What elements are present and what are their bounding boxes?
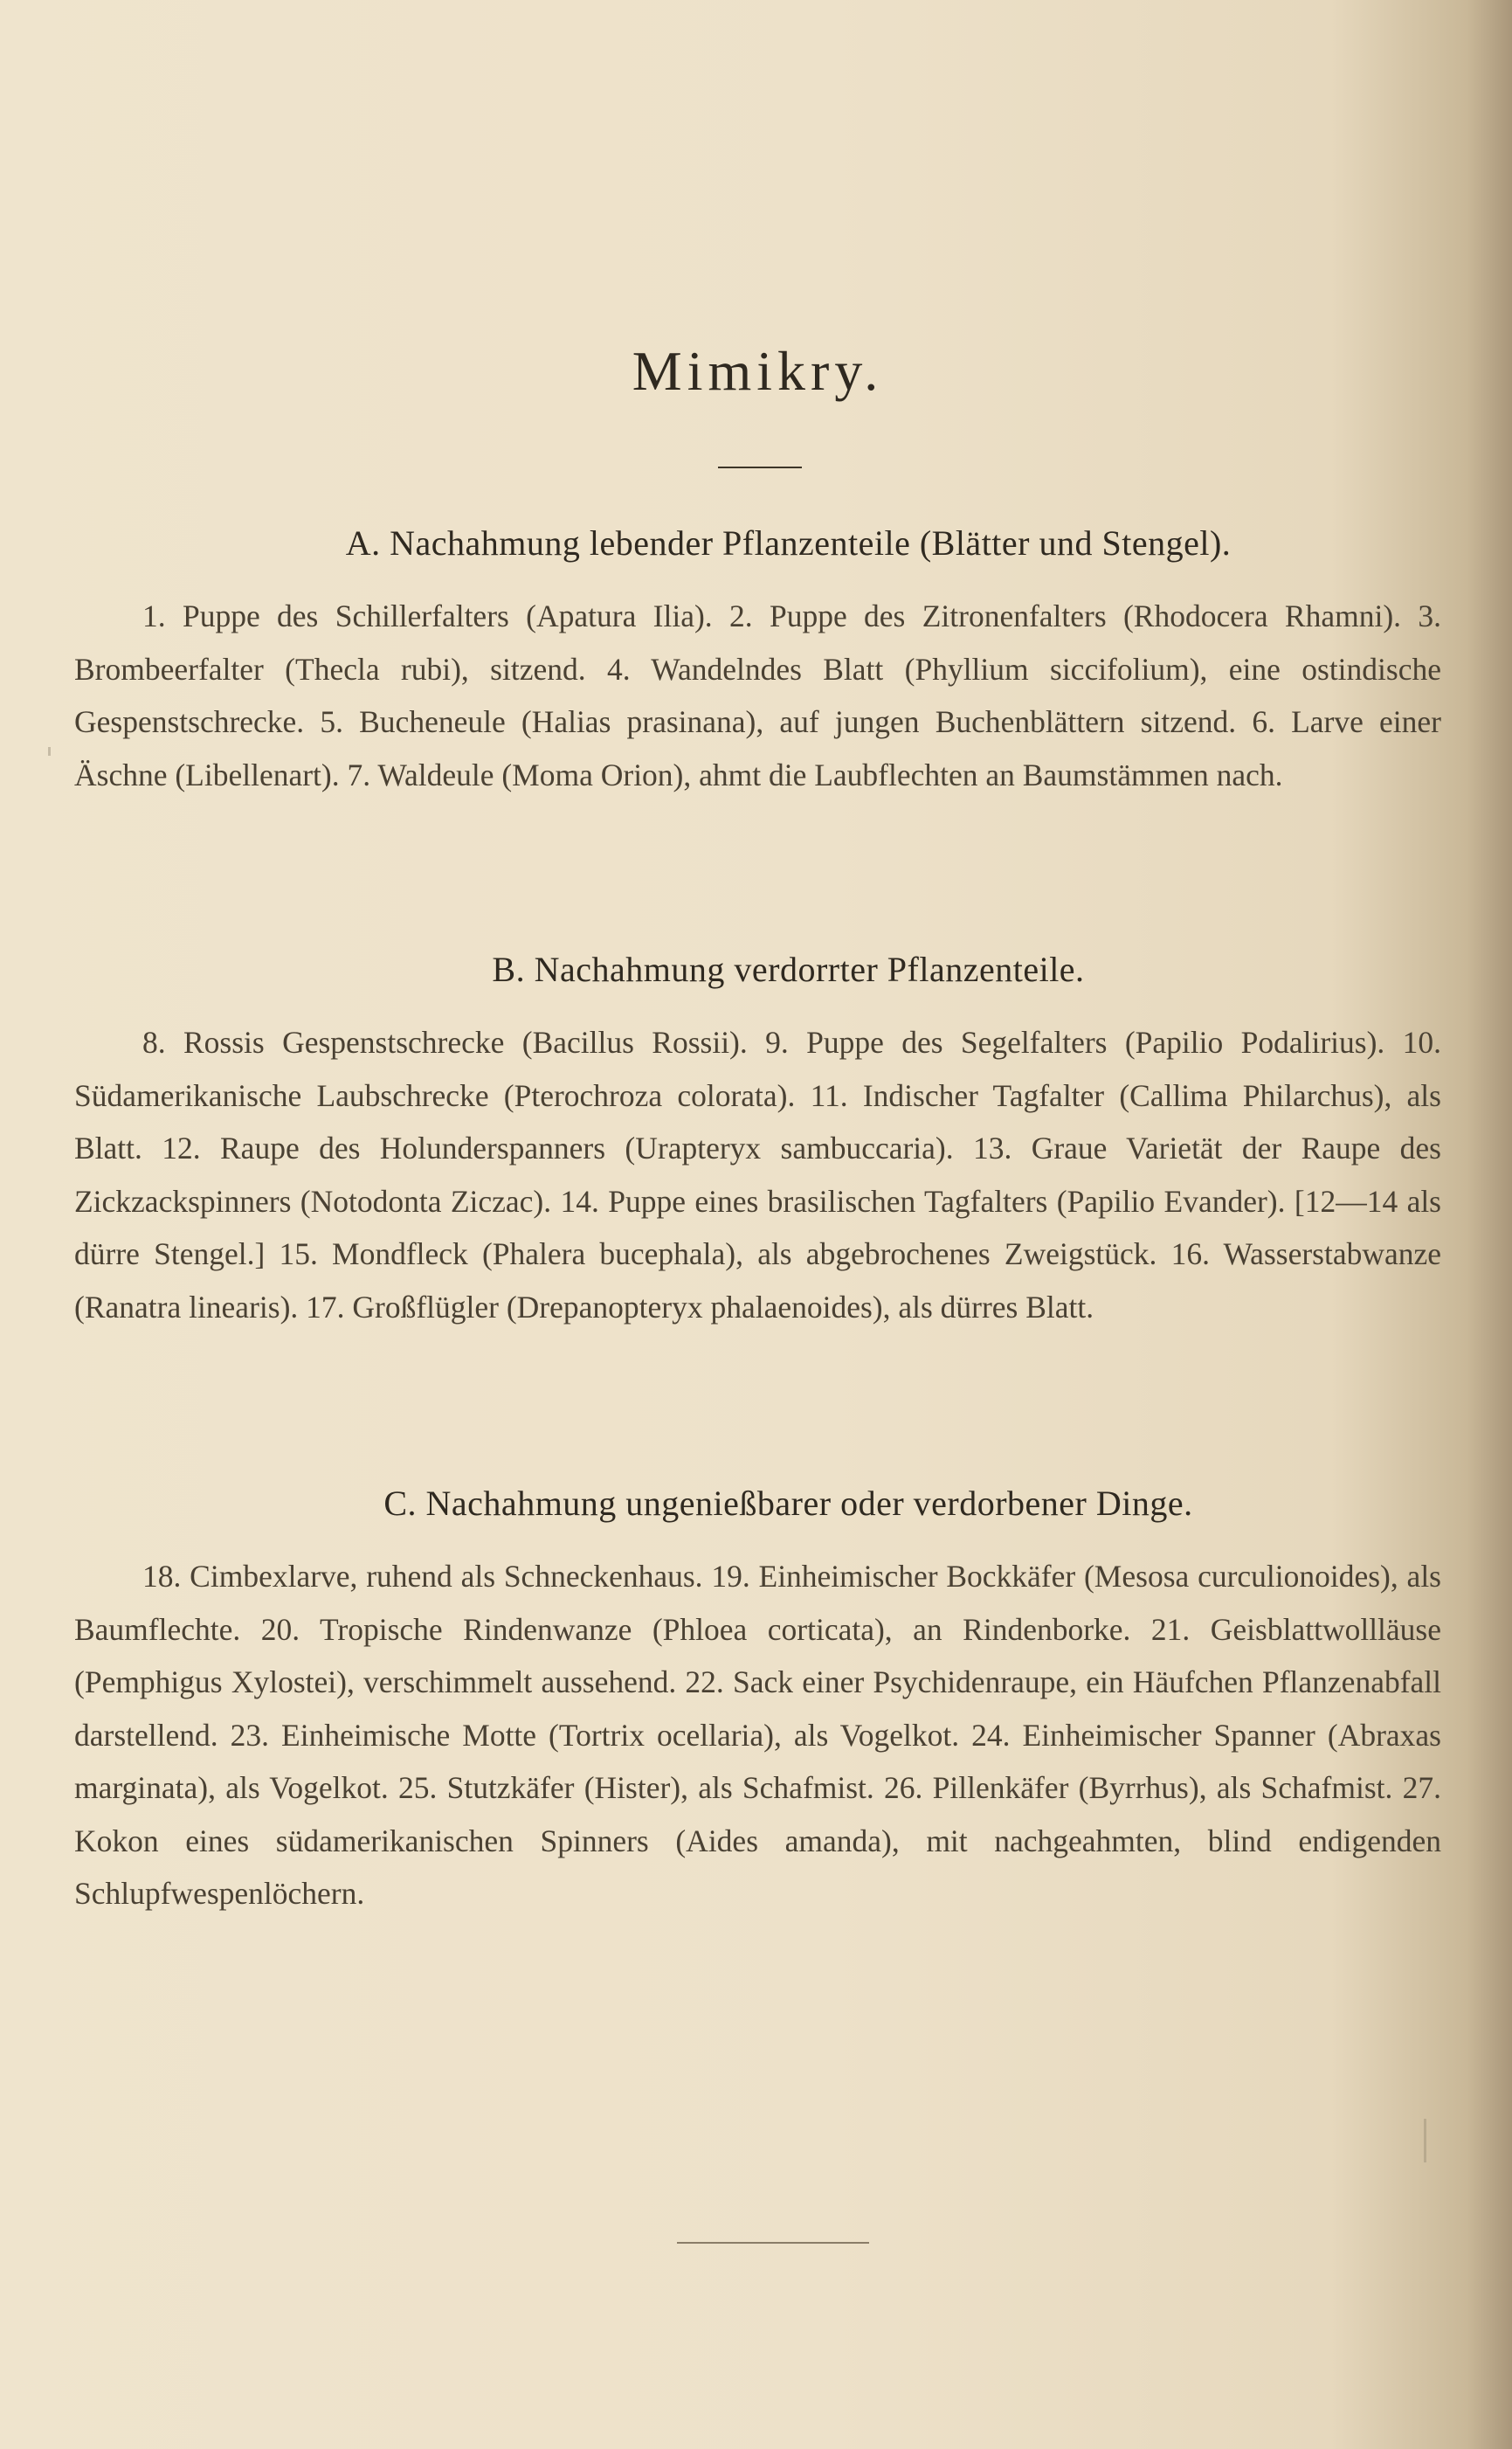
paper-speck <box>48 747 51 756</box>
section-b-heading: B. Nachahmung verdorrter Pflanzenteile. <box>492 950 1085 989</box>
section-a-text: 1. Puppe des Schillerfalters (Apatura Ilia). 2. Puppe des Zitronenfalters (Rhodocera Rhamni). 3. Brombeerfalter (Thecla rubi), sitzend. 4. Wandelndes Blatt (Phyllium siccifolium), eine ostindische Gespenstschrecke. 5. Bucheneule (Halias prasinana), auf jungen Buchenblättern sitzend. 6. Larve einer Äschne (Libellenart). 7. Waldeule (Moma Orion), ahmt die Laubflechten an Baumstämmen nach. <box>74 598 1441 792</box>
section-b-text: 8. Rossis Gespenstschrecke (Bacillus Rossii). 9. Puppe des Segelfalters (Papilio Podalirius). 10. Südamerikanische Laubschrecke (Pterochroza colorata). 11. Indischer Tagfalter (Callima Philarchus), als Blatt. 12. Raupe des Holunderspanners (Urapteryx sambuccaria). 13. Graue Varietät der Raupe des Zickzackspinners (Notodonta Ziczac). 14. Puppe eines brasilischen Tagfalters (Papilio Evander). [12—14 als dürre Stengel.] 15. Mondfleck (Phalera bucephala), als abgebrochenes Zweigstück. 16. Wasserstabwanze (Ranatra linearis). 17. Großflügler (Drepanopteryx phalaenoides), als dürres Blatt. <box>74 1025 1441 1325</box>
paper-mark <box>1424 2119 1426 2162</box>
bottom-divider <box>677 2242 869 2244</box>
section-a-heading: A. Nachahmung lebender Pflanzenteile (Blätter und Stengel). <box>345 523 1232 563</box>
section-b <box>74 949 1441 1333</box>
page-title: Mimikry. <box>632 340 884 402</box>
section-c-heading: C. Nachahmung ungenießbarer oder verdorbener Dinge. <box>383 1484 1193 1523</box>
section-c-text: 18. Cimbexlarve, ruhend als Schneckenhaus. 19. Einheimischer Bockkäfer (Mesosa curculionoides), als Baumflechte. 20. Tropische Rindenwanze (Phloea corticata), an Rindenborke. 21. Geisblattwollläuse (Pemphigus Xylostei), verschimmelt aussehend. 22. Sack einer Psychidenraupe, ein Häufchen Pflanzenabfall darstellend. 23. Einheimische Motte (Tortrix ocellaria), als Vogelkot. 24. Einheimischer Spanner (Abraxas marginata), als Vogelkot. 25. Stutzkäfer (Hister), als Schafmist. 26. Pillenkäfer (Byrrhus), als Schafmist. 27. Kokon eines südamerikanischen Spinners (Aides amanda), mit nachgeahmten, blind endigenden Schlupfwespenlöchern. <box>74 1559 1441 1911</box>
section-a <box>74 522 1441 801</box>
title-divider <box>718 467 802 468</box>
section-c <box>74 1483 1441 1920</box>
